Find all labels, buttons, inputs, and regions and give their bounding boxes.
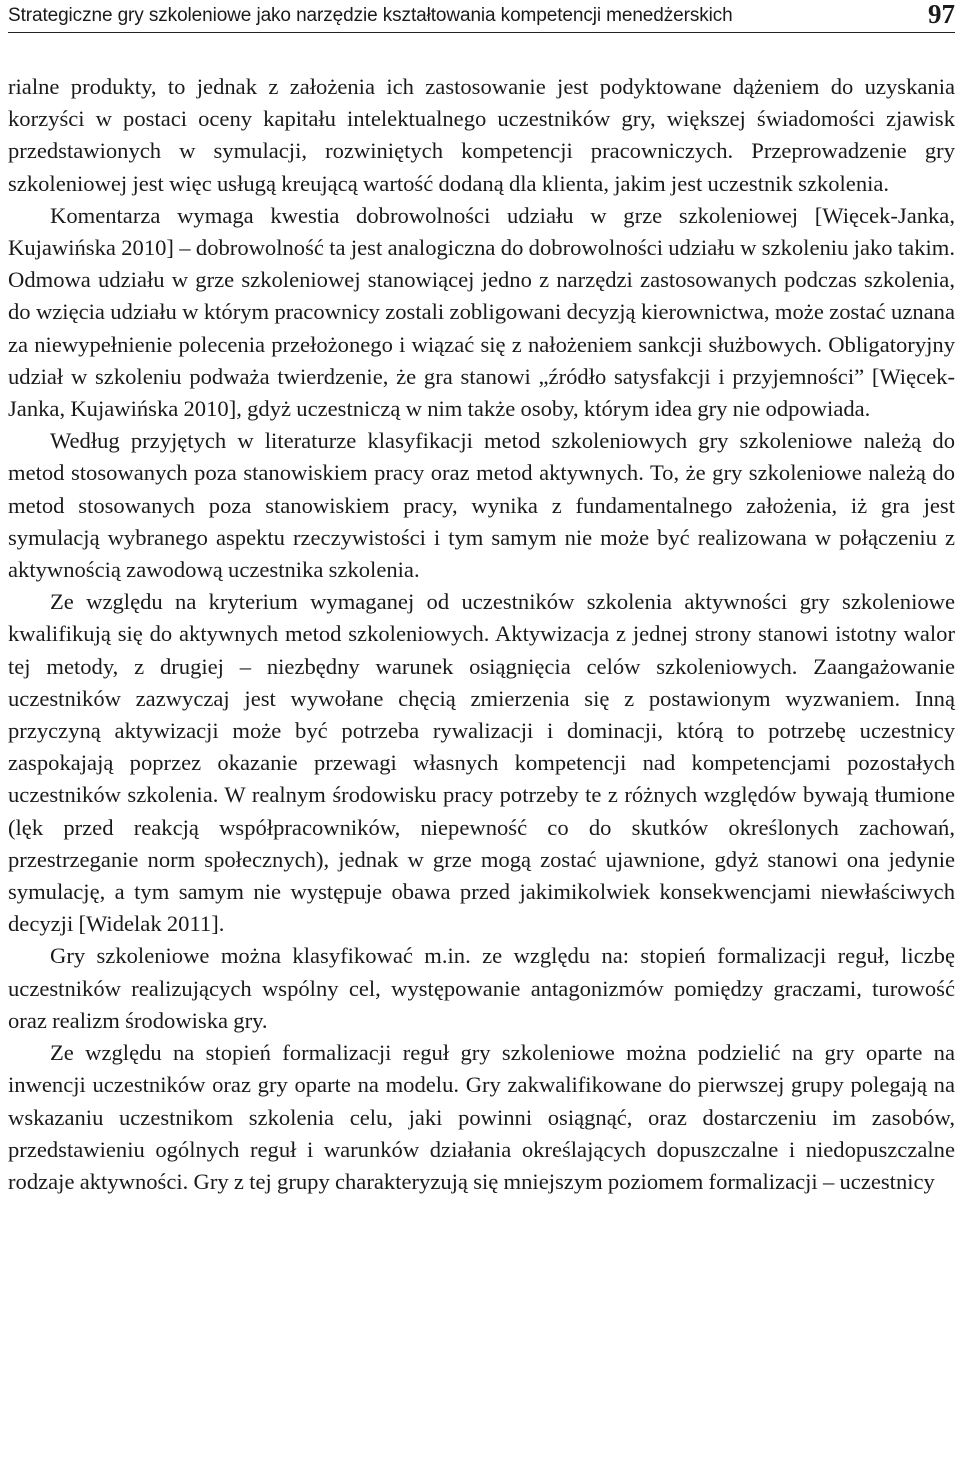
paragraph-2: Komentarza wymaga kwestia dobrowolności udziału w grze szkoleniowej [Więcek-Janka, Kujawińska 2010] – dobrowolność ta jest analogiczna do dobrowolności udziału w szkoleniu jako takim. Odmowa udziału w grze szkoleniowej stanowiącej jedno z narzędzi zastosowanych podczas szkolenia, do wzięcia udziału w którym pracownicy zostali zobligowani decyzją kierownictwa, może zostać uznana za niewypełnienie polecenia przełożonego i wiązać się z nałożeniem sankcji służbowych. Obligatoryjny udział w szkoleniu podważa twierdzenie, że gra stanowi „źródło satysfakcji i przyjemności” [Więcek-Janka, Kujawińska 2010], gdyż uczestniczą w nim także osoby, którym idea gry nie odpowiada. <box>8 202 955 422</box>
paragraph-4: Ze względu na kryterium wymaganej od uczestników szkolenia aktywności gry szkoleniowe kwalifikują się do aktywnych metod szkoleniowych. Aktywizacja z jednej strony stanowi istotny walor tej metody, z drugiej – niezbędny warunek osiągnięcia celów szkoleniowych. Zaangażowanie uczestników zazwyczaj jest wywołane chęcią zmierzenia się z postawionym wyzwaniem. Inną przyczyną aktywizacji może być potrzeba rywalizacji i dominacji, którą to potrzebę uczestnicy zaspokajają poprzez okazanie przewagi własnych kompetencji nad kompetencjami pozostałych uczestników szkolenia. W realnym środowisku pracy potrzeby te z różnych względów bywają tłumione (lęk przed reakcją współpracowników, niepewność co do skutków określonych zachowań, przestrzeganie norm społecznych), jednak w grze mogą zostać ujawnione, gdyż stanowi ona jedynie symulację, a tym samym nie występuje obawa przed jakimikolwiek konsekwencjami niewłaściwych decyzji [Widelak 2011]. <box>8 589 955 937</box>
running-header <box>8 0 955 33</box>
paragraph-3: Według przyjętych w literaturze klasyfikacji metod szkoleniowych gry szkoleniowe należą do metod stosowanych poza stanowiskiem pracy oraz metod aktywnych. To, że gry szkoleniowe należą do metod stosowanych poza stanowiskiem pracy, wynika z fundamentalnego założenia, iż gra jest symulacją wybranego aspektu rzeczywistości i tym samym nie może być realizowana w połączeniu z aktywnością zawodową uczestnika szkolenia. <box>8 428 955 583</box>
running-header-title: Strategiczne gry szkoleniowe jako narzędzie kształtowania kompetencji menedżerskich <box>8 5 733 26</box>
paragraph-1: rialne produkty, to jednak z założenia ich zastosowanie jest podyktowane dążeniem do uzyskania korzyści w postaci oceny kapitału intelektualnego uczestników gry, większej świadomości zjawisk przedstawionych w symulacji, rozwiniętych kompetencji pracowniczych. Przeprowadzenie gry szkoleniowej jest więc usługą kreującą wartość dodaną dla klienta, jakim jest uczestnik szkolenia. <box>8 74 955 196</box>
document-page <box>8 0 955 1198</box>
paragraph-5: Gry szkoleniowe można klasyfikować m.in. ze względu na: stopień formalizacji reguł, liczbę uczestników realizujących wspólny cel, występowanie antagonizmów pomiędzy graczami, turowość oraz realizm środowiska gry. <box>8 943 955 1033</box>
paragraph-6: Ze względu na stopień formalizacji reguł gry szkoleniowe można podzielić na gry oparte na inwencji uczestników oraz gry oparte na modelu. Gry zakwalifikowane do pierwszej grupy polegają na wskazaniu uczestnikom szkolenia celu, jaki powinni osiągnąć, oraz dostarczeniu im zasobów, przedstawieniu ogólnych reguł i warunków działania określających dopuszczalne i niedopuszczalne rodzaje aktywności. Gry z tej grupy charakteryzują się mniejszym poziomem formalizacji – uczestnicy <box>8 1040 955 1194</box>
body-text <box>8 71 955 1198</box>
page-number: 97 <box>928 0 955 29</box>
